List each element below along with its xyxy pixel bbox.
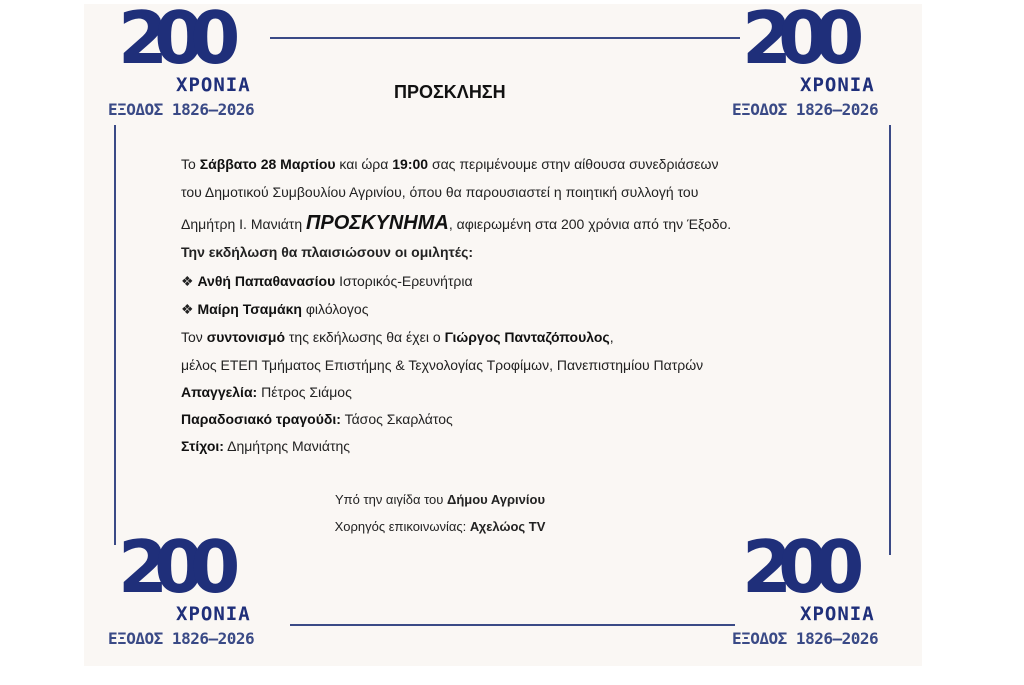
- border-left: [114, 125, 116, 545]
- body-line-1: Το Σάββατο 28 Μαρτίου και ώρα 19:00 σας περιμένουμε στην αίθουσα συνεδριάσεων: [181, 156, 719, 172]
- body-line-7: Τον συντονισμό της εκδήλωσης θα έχει ο Γιώργος Πανταζόπουλος,: [181, 329, 614, 345]
- body-line-8: μέλος ΕΤΕΠ Τμήματος Επιστήμης & Τεχνολογίας Τροφίμων, Πανεπιστημίου Πατρών: [181, 357, 704, 373]
- bullet-icon: ❖: [181, 301, 194, 317]
- border-bottom: [290, 624, 735, 626]
- footer-patronage: Υπό την αιγίδα του Δήμου Αγρινίου: [334, 492, 546, 507]
- speaker-item: ❖ Ανθή Παπαθανασίου Ιστορικός-Ερευνήτρια: [181, 273, 473, 289]
- footer-sponsor: Χορηγός επικοινωνίας: Αχελώος TV: [334, 519, 546, 534]
- speakers-heading: Την εκδήλωση θα πλαισιώσουν οι ομιλητές:: [181, 244, 474, 260]
- body-line-2: του Δημοτικού Συμβουλίου Αγρινίου, όπου θα παρουσιαστεί η ποιητική συλλογή του: [181, 184, 699, 200]
- invitation-title: ΠΡΟΣΚΛΗΣΗ: [394, 82, 506, 102]
- border-right: [889, 125, 891, 555]
- logo-200-bottom-right: 200 ΧΡΟΝΙΑ ΕΞΟΔΟΣ 1826–2026: [732, 525, 879, 648]
- bullet-icon: ❖: [181, 273, 194, 289]
- logo-200-top-left: 200 ΧΡΟΝΙΑ ΕΞΟΔΟΣ 1826–2026: [108, 0, 255, 119]
- body-line-9: Απαγγελία: Πέτρος Σιάμος: [181, 384, 352, 400]
- book-title: ΠΡΟΣΚΥΝΗΜΑ: [306, 212, 449, 234]
- logo-200-bottom-left: 200 ΧΡΟΝΙΑ ΕΞΟΔΟΣ 1826–2026: [108, 525, 255, 648]
- body-line-11: Στίχοι: Δημήτρης Μανιάτης: [181, 438, 351, 454]
- body-line-10: Παραδοσιακό τραγούδι: Τάσος Σκαρλάτος: [181, 411, 453, 427]
- body-line-3: Δημήτρη Ι. Μανιάτη ΠΡΟΣΚΥΝΗΜΑ, αφιερωμένη στα 200 χρόνια από την Έξοδο.: [181, 212, 732, 234]
- logo-200-top-right: 200 ΧΡΟΝΙΑ ΕΞΟΔΟΣ 1826–2026: [732, 0, 879, 119]
- speaker-item: ❖ Μαίρη Τσαμάκη φιλόλογος: [181, 301, 369, 317]
- border-top: [270, 37, 740, 39]
